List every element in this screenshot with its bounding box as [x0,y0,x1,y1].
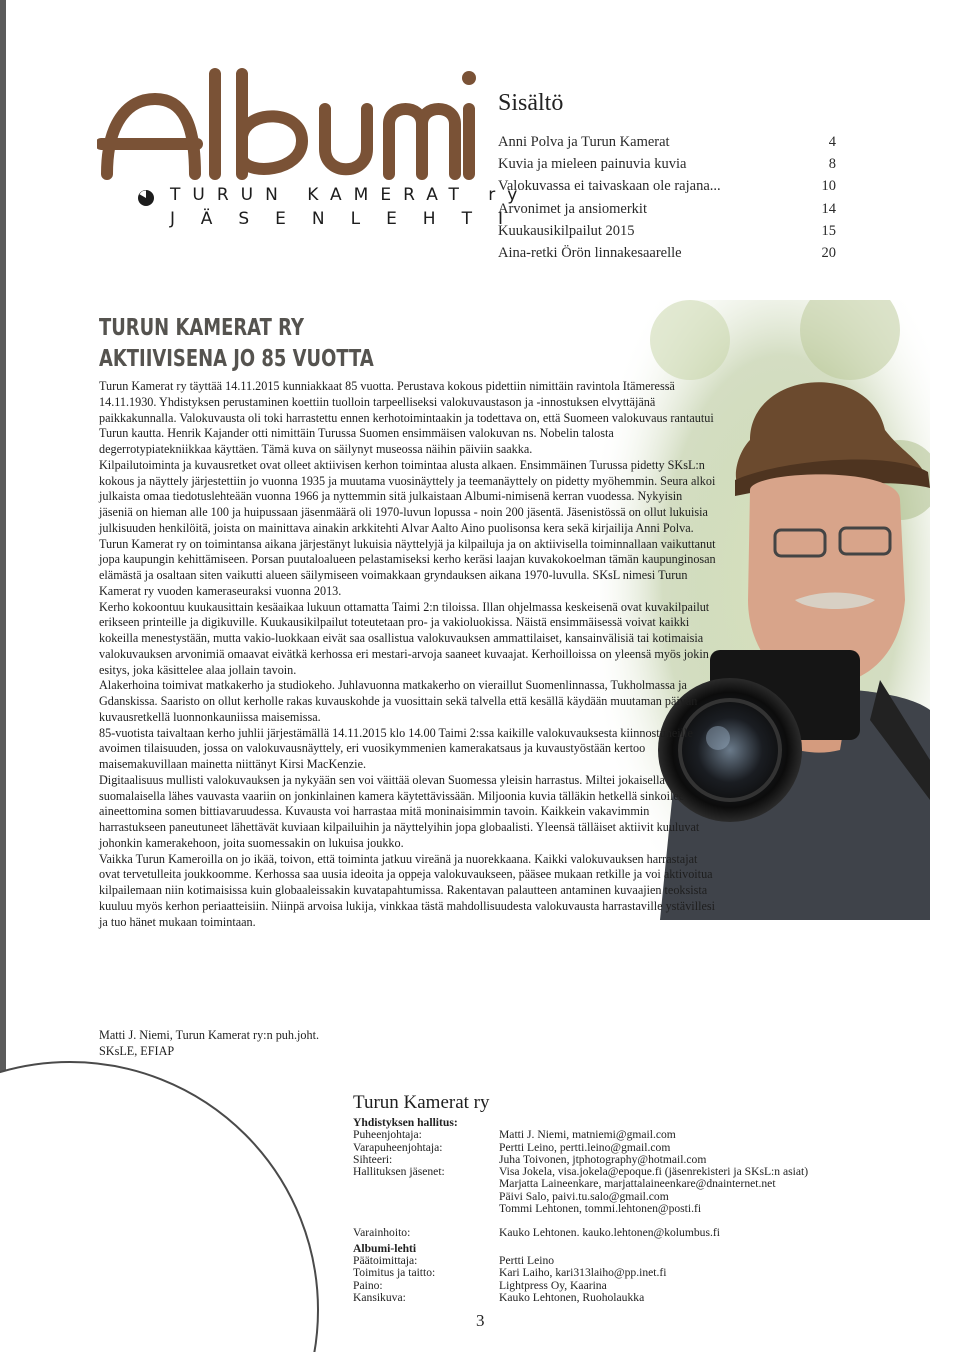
toc-item-page: 10 [821,178,836,195]
article-paragraph: Turun Kamerat ry täyttää 14.11.2015 kunniakkaat 85 vuotta. Perustava kokous pidettiin nimittäin ravintola Itämeressä 14.11.1930. Yhdistyksen perustaminen koettiin tuolloin tarpeelliseksi valokuvaustason ja -innostuksen elvyttäjänä paikkakunnalla. Valokuvausta oli toki harrastettu ennen kerhotoimintaakin ja todettava on, että Suomeen valokuvaus rantautui Turun kautta. Henrik Kajander otti nimittäin Turussa Suomen ensimmäisen valokuvan ns. Nobelin talosta degerrotypiatekniikkaa käyttäen. Tämä kuva on säilynyt museossa näihin päiviin saakka. [99,379,714,456]
board-row [353,1203,873,1215]
signature-titles: SKsLE, EFIAP [99,1044,175,1058]
toc-item[interactable] [498,198,836,220]
board-row-value: Marjatta Laineenkare, marjattalaineenkare@dnainternet.net [499,1177,776,1191]
board-row-label: Sihteeri: [353,1152,393,1166]
albumi-row [353,1280,873,1292]
toc-item-label: Valokuvassa ei taivaskaan ole rajana... [498,178,721,195]
albumi-wordmark [97,64,477,189]
toc-item-label: Anni Polva ja Turun Kamerat [498,134,670,150]
toc-item-label: Aina-retki Örön linnakesaarelle [498,245,682,262]
board-row-label [353,1191,499,1203]
article-headline [99,313,374,375]
albumi-row-label: Kansikuva: [353,1290,406,1304]
board-row-value: Päivi Salo, paivi.tu.salo@gmail.com [499,1189,669,1203]
headline-line-1: TURUN KAMERAT RY [99,315,304,341]
albumi-row-label: Paino: [353,1278,383,1292]
board-row-label [353,1203,499,1215]
board-row [353,1178,873,1190]
board-row-label: Hallituksen jäsenet: [353,1165,445,1179]
toc-item[interactable] [498,220,836,242]
article-paragraph: Turun Kamerat ry on toimintansa aikana järjestänyt lukuisia näyttelyjä ja kilpailuja ja on aktiivisella toiminnallaan vaikuttanut jopa kaupungin kehittämiseen. Porsan puutaloalueen pelastamiseksi kerho keräsi laajan kuvakokoelman tämän kaupunginosan elämästä ja osaltaan siten vaikutti alueen säilymiseen voimakkaan gryndauksen aikana 1970-luvulla. SKsL nimesi Turun Kamerat ry vuoden kameraseuraksi vuonna 2013. [99,536,716,598]
albumi-heading: Albumi-lehti [353,1241,417,1255]
toc-title: Sisältö [498,90,564,116]
albumi-row-value: Lightpress Oy, Kaarina [499,1278,607,1292]
board-row [353,1227,873,1239]
board-info [353,1117,873,1304]
toc-item-label: Kuukausikilpailut 2015 [498,222,635,239]
board-hallitus-heading: Yhdistyksen hallitus: [353,1116,458,1129]
board-row-value: Juha Toivonen, jtphotography@hotmail.com [499,1152,707,1166]
albumi-row-label: Päätoimittaja: [353,1253,418,1267]
article-paragraph: 85-vuotista taivaltaan kerho juhlii järjestämällä 14.11.2015 klo 14.00 Taimi 2:ssa kaikille valokuvauksesta kiinnostuneille avoimen tilaisuuden, jossa on valokuvausnäyttely, eri vuosikymmenien kamerakatsaus ja kuvaustyöstään kertoo maisemakuvillaan mainetta niittänyt Kirsi MacKenzie. [99,725,693,771]
toc-item-page: 15 [821,222,836,239]
toc-item-page: 4 [828,134,836,150]
signature-name: Matti J. Niemi, Turun Kamerat ry:n puh.joht. [99,1028,320,1042]
albumi-row-label: Toimitus ja taitto: [353,1266,436,1280]
board-title: Turun Kamerat ry [353,1092,490,1113]
table-of-contents [498,131,836,264]
albumi-row-value: Kari Laiho, kari313laiho@pp.inet.fi [499,1266,667,1280]
board-row-label: Puheenjohtaja: [353,1128,422,1142]
board-row-value: Pertti Leino, pertti.leino@gmail.com [499,1140,671,1154]
toc-item-label: Kuvia ja mieleen painuvia kuvia [498,156,687,173]
board-row-label [353,1178,499,1190]
albumi-row-value: Pertti Leino [499,1253,555,1267]
toc-item-label: Arvonimet ja ansiomerkit [498,200,647,217]
clock-logo-icon [137,189,155,207]
toc-item[interactable] [498,153,836,175]
article-paragraph: Kilpailutoiminta ja kuvausretket ovat olleet aktiivisen kerhon toimintaa alusta alkaen. Ensimmäinen Turussa pidetty SKsL:n kokous ja näyttely järjestettiin jo vuonna 1935 ja muutama vuosinäyttely ja teemanäyttely on pidetty myöhemmin. Seura alkoi julkaista omaa tiedotuslehteään vuonna 1966 ja nyttemmin sitä julkaistaan Albumi-nimisenä kerran vuodessa. Nykyisin jäseniä on hieman alle 100 ja huipussaan jäsenmäärä oli 1970-luvun lopussa - noin 200 jäsentä. Jäsenistössä on ollut lukuisia julkisuuden henkilöitä, joista on mainittava ainakin arkkitehti Alvar Aalto Aino puolisonsa kera sekä kirjailija Anni Polva. [99,457,716,535]
board-row-value: Tommi Lehtonen, tommi.lehtonen@posti.fi [499,1202,702,1216]
toc-item[interactable] [498,175,836,197]
albumi-row [353,1267,873,1279]
article-body [99,379,719,930]
toc-item-page: 20 [821,245,836,262]
headline-line-2: AKTIIVISENA JO 85 VUOTTA [99,346,374,372]
board-row-label: Varapuheenjohtaja: [353,1140,443,1154]
board-row-value: Matti J. Niemi, matniemi@gmail.com [499,1128,676,1142]
decorative-clock-circle [0,1060,320,1352]
albumi-row-value: Kauko Lehtonen, Ruoholaukka [499,1290,645,1304]
article-paragraph: Vaikka Turun Kameroilla on jo ikää, toivon, että toiminta jatkuu vireänä ja nuorekkaana. Kaikki valokuvauksen harrastajat ovat tervetulleita joukkoomme. Kerhossa saa uusia ideoita ja oppeja valokuvaukseen, pääsee mukaan retkille ja voi aktivoitua kilpailemaan niin kotimaisissa kuin globaaleissakin kuvatapahtumissa. Rakentavan palautteen antaminen kuvaajien teoksista kuuluu myös kerhon periaatteisiin. Niinpä arvoisa lukija, vinkkaa tästä mahdollisuudesta valokuvausta harrastaville ystävillesi ja tuo hänet mukaan toimintaan. [99,851,715,929]
logo-tagline-jasenlehti: JÄSENLEHTI [170,209,529,229]
board-row [353,1129,873,1141]
article-paragraph: Alakerhoina toimivat matkakerho ja studiokeho. Juhlavuonna matkakerho on vieraillut Suomenlinnassa, Tukholmassa ja Gdanskissa. Saaristo on ollut kerholle rakas kuvauskohde ja vuosittain sekä talvella että kesällä käydään muutaman päivän kuvausretkellä luonnonkauniissa maisemissa. [99,678,698,724]
article-paragraph: Kerho kokoontuu kuukausittain kesäaikaa lukuun ottamatta Taimi 2:n tiloissa. Illan ohjelmassa keskeisenä ovat kuvakilpailut erikseen printeille ja digikuville. Kuukausikilpailut toteutetaan pro- ja vakioluokissa. Näistä ensimmäisessä voivat kaikki kokeilla menestystään, mutta vakio-luokkaan eivät saa osallistua valokuvauksen ammattilaiset, kansainvälisiä tai kotimaisia valokuvauksen arvonimiä omaavat eivätkä kerhossa eri mestari-arvoja saaneet kuvaajat. Kerhoilloissa on yleensä myös jokin esitys, joka käsittelee alaa jollain tavoin. [99,599,710,677]
article-signature [99,1027,319,1059]
board-row-value: Visa Jokela, visa.jokela@epoque.fi (jäsenrekisteri ja SKsL:n asiat) [499,1165,809,1179]
page-number: 3 [476,1311,485,1330]
board-row-label: Varainhoito: [353,1226,411,1240]
toc-item-page: 14 [821,200,836,217]
toc-item[interactable] [498,242,836,264]
albumi-row [353,1292,873,1304]
toc-item-page: 8 [828,156,836,173]
board-row-value: Kauko Lehtonen. kauko.lehtonen@kolumbus.fi [499,1226,720,1240]
logo-tagline-club: TURUN KAMERAT ry [170,185,530,205]
toc-item[interactable] [498,131,836,153]
article-paragraph: Digitaalisuus mullisti valokuvauksen ja nykyään sen voi väittää olevan Suomessa yleisin harrastus. Miltei jokaisella suomalaisella lähes vauvasta vaariin on jonkinlainen kamera käytettävissään. Miljoonia kuvia tälläkin hetkellä sinkoilee aineettomina somen bittiavaruudessa. Kuvausta voi harrastaa mitä moninaisimmin tavoin. Kaikkein vakavimmin harrastukseen paneutuneet lähettävät kuviaan kilpailuihin ja näyttelyihin jopa globaalisti. Yleensä tälläiset aktiivit kuuluvat johonkin kamerakehoon, joita suomessakin on lukuisa joukko. [99,772,700,850]
